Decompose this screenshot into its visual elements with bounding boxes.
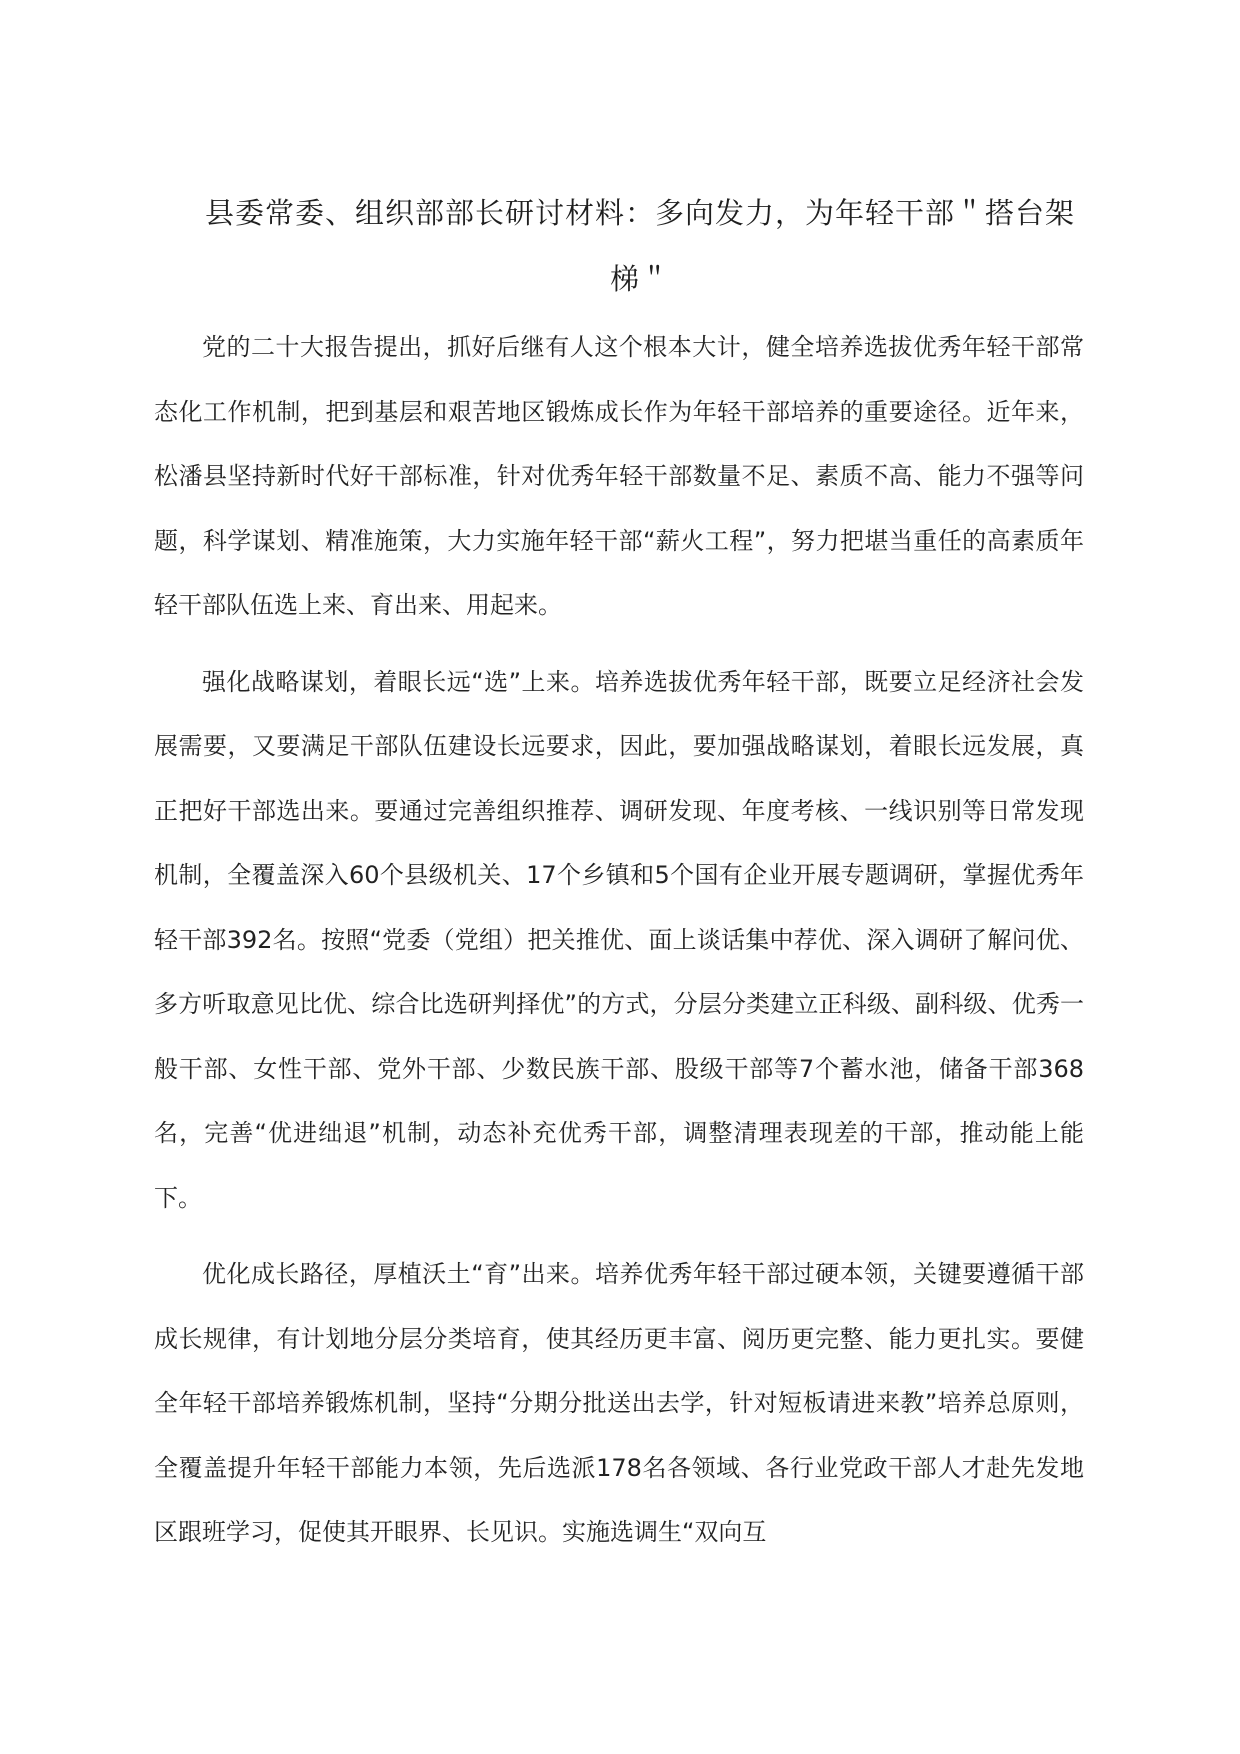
document-title: 县委常委、组织部部长研讨材料：多向发力，为年轻干部＂搭台架梯＂ (204, 196, 1075, 296)
document-body (154, 315, 1084, 1577)
paragraph-2: 强化战略谋划，着眼长远“选”上来。培养选拔优秀年轻干部，既要立足经济社会发展需要，又要满足干部队伍建设长远要求，因此，要加强战略谋划，着眼长远发展，真正把好干部选出来。要通过完善组织推荐、调研发现、年度考核、一线识别等日常发现机制，全覆盖深入60个县级机关、17个乡镇和5个国有企业开展专题调研，掌握优秀年轻干部392名。按照“党委（党组）把关推优、面上谈话集中荐优、深入调研了解问优、多方听取意见比优、综合比选研判择优”的方式，分层分类建立正科级、副科级、优秀一般干部、女性干部、党外干部、少数民族干部、股级干部等7个蓄水池，储备干部368名，完善“优进绌退”机制，动态补充优秀干部，调整清理表现差的干部，推动能上能下。 (154, 667, 1084, 1212)
paragraph-3: 优化成长路径，厚植沃土“育”出来。培养优秀年轻干部过硬本领，关键要遵循干部成长规律，有计划地分层分类培育，使其经历更丰富、阅历更完整、能力更扎实。要健全年轻干部培养锻炼机制，坚持“分期分批送出去学，针对短板请进来教”培养总原则，全覆盖提升年轻干部能力本领，先后选派178名各领域、各行业党政干部人才赴先发地区跟班学习，促使其开眼界、长见识。实施选调生“双向互 (154, 1260, 1084, 1546)
paragraph-1: 党的二十大报告提出，抓好后继有人这个根本大计，健全培养选拔优秀年轻干部常态化工作机制，把到基层和艰苦地区锻炼成长作为年轻干部培养的重要途径。近年来，松潘县坚持新时代好干部标准，针对优秀年轻干部数量不足、素质不高、能力不强等问题，科学谋划、精准施策，大力实施年轻干部“薪火工程”，努力把堪当重任的高素质年轻干部队伍选上来、育出来、用起来。 (154, 333, 1084, 619)
